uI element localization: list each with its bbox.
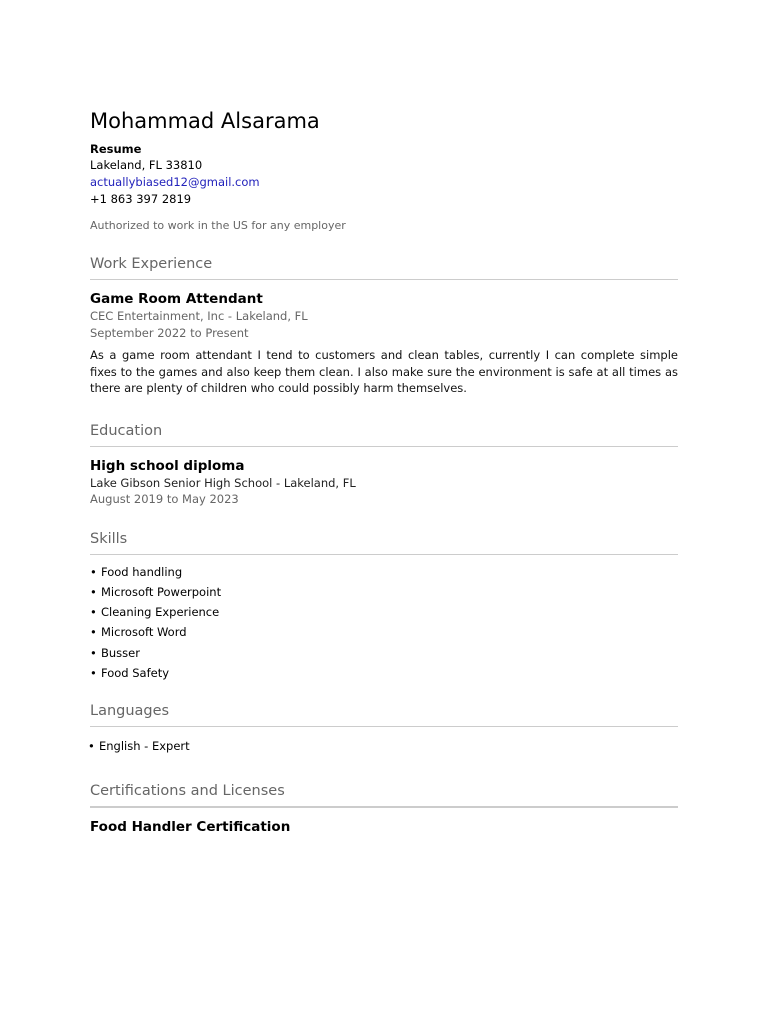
languages-section bbox=[90, 701, 678, 754]
certifications-section bbox=[90, 781, 678, 836]
phone-text: +1 863 397 2819 bbox=[90, 192, 192, 206]
skills-section bbox=[90, 529, 678, 684]
education-entry bbox=[90, 457, 678, 508]
skill-label: Microsoft Word bbox=[101, 625, 187, 640]
list-item: • English - Expert bbox=[88, 739, 190, 754]
list-item: • Food Safety bbox=[90, 665, 170, 680]
document-subtitle: Resume bbox=[90, 142, 142, 156]
list-item: • Cleaning Experience bbox=[90, 605, 220, 620]
certifications-heading: Certifications and Licenses bbox=[90, 781, 678, 808]
work-experience-heading: Work Experience bbox=[90, 254, 678, 280]
location-text: Lakeland, FL 33810 bbox=[90, 158, 203, 172]
list-item: • Microsoft Word bbox=[90, 625, 187, 640]
education-section bbox=[90, 421, 678, 508]
education-heading: Education bbox=[90, 421, 678, 447]
skills-heading: Skills bbox=[90, 529, 678, 555]
list-item: • Microsoft Powerpoint bbox=[90, 584, 222, 599]
email-link[interactable]: actuallybiased12@gmail.com bbox=[90, 175, 260, 189]
work-authorization-text: Authorized to work in the US for any employer bbox=[90, 219, 346, 232]
skill-label: Cleaning Experience bbox=[101, 605, 220, 620]
list-item: • Food handling bbox=[90, 564, 183, 579]
language-label: English - Expert bbox=[99, 739, 190, 754]
job-dates: September 2022 to Present bbox=[90, 325, 249, 340]
skill-label: Food Safety bbox=[101, 665, 170, 680]
list-item: • Busser bbox=[90, 645, 140, 660]
languages-list bbox=[90, 738, 678, 754]
skill-label: Busser bbox=[101, 645, 140, 660]
education-dates: August 2019 to May 2023 bbox=[90, 492, 239, 506]
job-title: Game Room Attendant bbox=[90, 291, 263, 307]
candidate-name: Mohammad Alsarama bbox=[90, 109, 320, 133]
languages-heading: Languages bbox=[90, 701, 678, 727]
certification-title: Food Handler Certification bbox=[90, 819, 291, 836]
job-company: CEC Entertainment, Inc - Lakeland, FL bbox=[90, 309, 308, 323]
work-experience-section bbox=[90, 254, 678, 397]
education-degree: High school diploma bbox=[90, 457, 245, 474]
skill-label: Food handling bbox=[101, 564, 183, 579]
job-description: As a game room attendant I tend to customers and clean tables, currently I can complete simple fixes to the games and also keep them clean. I also make sure the environment is safe at all times as there are plenty of children who could possibly harm themselves. bbox=[90, 348, 678, 395]
job-entry bbox=[90, 290, 678, 397]
skills-list bbox=[90, 562, 678, 684]
resume-page bbox=[90, 107, 678, 836]
education-school: Lake Gibson Senior High School - Lakeland, FL bbox=[90, 475, 356, 490]
skill-label: Microsoft Powerpoint bbox=[101, 584, 222, 599]
